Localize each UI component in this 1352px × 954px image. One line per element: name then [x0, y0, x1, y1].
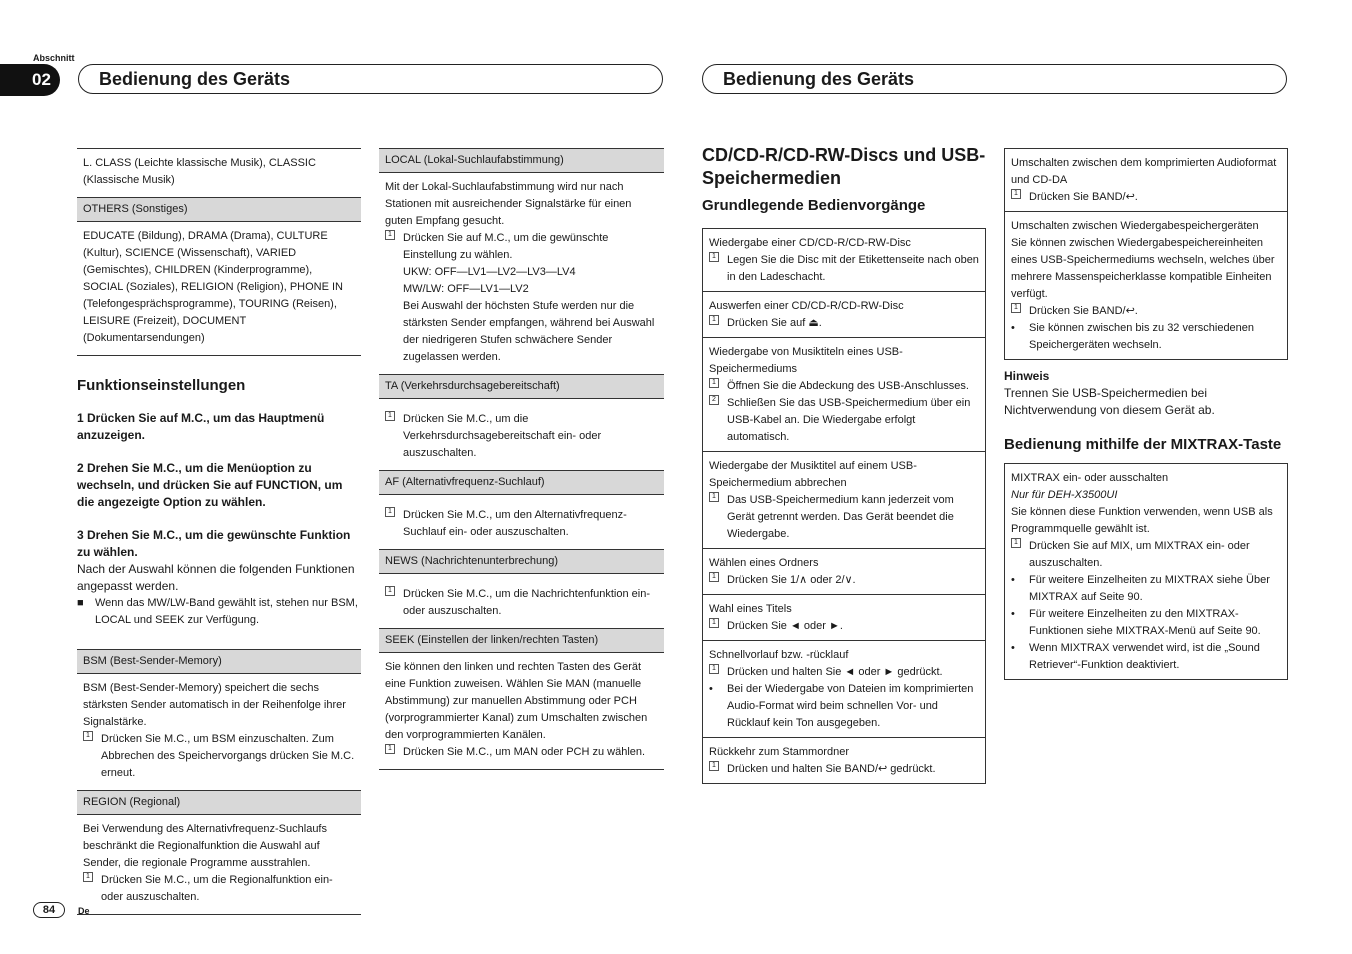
ta-step: Drücken Sie M.C., um die Verkehrsdurchsagebereitschaft ein- oder auszuschalten. [403, 413, 602, 459]
switch-1-title: Umschalten zwischen dem komprimierten Audioformat und CD-DA [1011, 157, 1277, 186]
item-8-step: Drücken und halten Sie BAND/↩ gedrückt. [727, 763, 936, 775]
item-5-title: Wählen eines Ordners [709, 557, 819, 569]
step-1: 1 Drücken Sie auf M.C., um das Hauptmenü anzuzeigen. [77, 411, 325, 442]
local-note: Bei Auswahl der höchsten Stufe werden nur die stärksten Sender empfangen, während bei Auswahl der niedrigeren Stufen schwächere Sender zugelassen werden. [403, 300, 655, 363]
step-3: 3 Drehen Sie M.C., um die gewünschte Funktion zu wählen. [77, 528, 351, 559]
column-2 [379, 148, 664, 770]
step-number-icon: 1 [709, 315, 719, 325]
page-title-right: Bedienung des Geräts [702, 64, 1287, 94]
step-number-icon: 1 [1011, 189, 1021, 199]
item-1-title: Wiedergabe einer CD/CD-R/CD-RW-Disc [709, 237, 911, 249]
item-7-step: Drücken und halten Sie ◄ oder ► gedrückt. [727, 666, 943, 678]
local-text: Mit der Lokal-Suchlaufabstimmung wird nur nach Stationen mit ausreichender Signalstärke für einen guten Empfang gesucht. [385, 181, 632, 227]
bullet-icon: • [1011, 642, 1015, 654]
step-number-icon: 1 [709, 664, 719, 674]
step-number-icon: 1 [385, 744, 395, 754]
others-text: EDUCATE (Bildung), DRAMA (Drama), CULTURE (Kultur), SCIENCE (Wissenschaft), VARIED (Gemischtes), CHILDREN (Kinderprogramme), SOCIAL (Soziales), RELIGION (Religion), PHONE IN (Telefongesprächsprogramme), TOURING (Reisen), LEISURE (Freizeit), DOCUMENT (Dokumentarsendungen) [77, 222, 361, 356]
news-bar: NEWS (Nachrichtenunterbrechung) [379, 549, 664, 574]
mixtrax-heading: Bedienung mithilfe der MIXTRAX-Taste [1004, 436, 1282, 453]
column-4 [1004, 148, 1288, 680]
step-number-icon: 1 [385, 411, 395, 421]
step-number-icon: 1 [385, 507, 395, 517]
column-3 [702, 144, 986, 784]
step-number-icon: 1 [709, 378, 719, 388]
step-number-icon: 1 [1011, 303, 1021, 313]
ta-bar: TA (Verkehrsdurchsagebereitschaft) [379, 374, 664, 399]
item-3-step-2: Schließen Sie das USB-Speichermedium über ein USB-Kabel an. Die Wiedergabe erfolgt automatisch. [727, 397, 971, 443]
hinweis-text: Trennen Sie USB-Speichermedien bei Nichtverwendung von diesem Gerät ab. [1004, 386, 1215, 417]
bsm-bar: BSM (Best-Sender-Memory) [77, 649, 361, 674]
mixtrax-title: MIXTRAX ein- oder ausschalten [1011, 472, 1169, 484]
step-number-icon: 1 [709, 572, 719, 582]
switch-box [1004, 148, 1288, 360]
switch-2-text: Sie können zwischen Wiedergabespeichereinheiten eines USB-Speichermediums wechseln, welches über mehrere Massenspeicherklasse kompatible Einheiten verfügt. [1011, 237, 1275, 300]
classic-entry: L. CLASS (Leichte klassische Musik), CLASSIC (Klassische Musik) [77, 148, 361, 197]
item-4-title: Wiedergabe der Musiktitel auf einem USB-Speichermedium abbrechen [709, 460, 917, 489]
ukw-levels: UKW: OFF—LV1—LV2—LV3—LV4 [403, 266, 576, 278]
item-3-step-1: Öffnen Sie die Abdeckung des USB-Anschlusses. [727, 380, 969, 392]
language-code: De [78, 906, 90, 916]
item-7-bullet: Bei der Wiedergabe von Dateien im komprimierten Audio-Format wird beim schnellen Vor- und Rücklauf kein Ton ausgegeben. [727, 683, 974, 729]
step-number-icon: 1 [83, 731, 93, 741]
bullet-icon: • [1011, 574, 1015, 586]
step-2: 2 Drehen Sie M.C., um die Menüoption zu wechseln, und drücken Sie auf FUNCTION, um die angezeigte Option zu wählen. [77, 461, 343, 509]
mixtrax-bullet-3: Wenn MIXTRAX verwendet wird, ist die „Sound Retriever“-Funktion deaktiviert. [1029, 642, 1260, 671]
item-2-step: Drücken Sie auf ⏏. [727, 317, 822, 329]
item-7-title: Schnellvorlauf bzw. -rücklauf [709, 649, 849, 661]
mixtrax-bullet-2: Für weitere Einzelheiten zu den MIXTRAX-Funktionen siehe MIXTRAX-Menü auf Seite 90. [1029, 608, 1261, 637]
bsm-text: BSM (Best-Sender-Memory) speichert die sechs stärksten Sender automatisch in der Reihenfolge ihrer Signalstärke. [83, 682, 346, 728]
mixtrax-step: Drücken Sie auf MIX, um MIXTRAX ein- oder auszuschalten. [1029, 540, 1250, 569]
others-bar: OTHERS (Sonstiges) [77, 197, 361, 222]
square-bullet-icon: ■ [77, 597, 84, 609]
step-3-text: Nach der Auswahl können die folgenden Funktionen angepasst werden. [77, 562, 355, 593]
bsm-step: Drücken Sie M.C., um BSM einzuschalten. Zum Abbrechen des Speichervorgangs drücken Sie M.C. erneut. [101, 733, 355, 779]
step-number-icon: 1 [83, 872, 93, 882]
step-number-icon: 1 [709, 252, 719, 262]
item-2-title: Auswerfen einer CD/CD-R/CD-RW-Disc [709, 300, 904, 312]
local-bar: LOCAL (Lokal-Suchlaufabstimmung) [379, 148, 664, 173]
region-step: Drücken Sie M.C., um die Regionalfunktion ein- oder auszuschalten. [101, 874, 333, 903]
mixtrax-model-note: Nur für DEH-X3500UI [1011, 489, 1118, 501]
bullet-icon: • [1011, 322, 1015, 334]
item-8-title: Rückkehr zum Stammordner [709, 746, 849, 758]
step-number-icon: 1 [385, 230, 395, 240]
bullet-icon: • [1011, 608, 1015, 620]
section-label: Abschnitt [33, 53, 75, 63]
item-4-step: Das USB-Speichermedium kann jederzeit vom Gerät getrennt werden. Das Gerät beendet die Wiedergabe. [727, 494, 954, 540]
item-3-title: Wiedergabe von Musiktiteln eines USB-Speichermediums [709, 346, 903, 375]
page-title-left: Bedienung des Geräts [78, 64, 663, 94]
step-number-icon: 1 [709, 761, 719, 771]
column-1 [77, 148, 361, 915]
step-number-icon: 1 [385, 586, 395, 596]
step-number-icon: 1 [709, 618, 719, 628]
item-1-step: Legen Sie die Disc mit der Etikettenseite nach oben in den Ladeschacht. [727, 254, 979, 283]
step-number-icon: 1 [709, 492, 719, 502]
basic-ops-box [702, 228, 986, 784]
switch-1-step: Drücken Sie BAND/↩. [1029, 191, 1138, 203]
switch-2-title: Umschalten zwischen Wiedergabespeichergeräten [1011, 220, 1259, 232]
funktion-heading: Funktionseinstellungen [77, 377, 246, 394]
mwlw-levels: MW/LW: OFF—LV1—LV2 [403, 283, 529, 295]
af-step: Drücken Sie M.C., um den Alternativfrequenz-Suchlauf ein- oder auszuschalten. [403, 509, 627, 538]
cd-heading: CD/CD-R/CD-RW-Discs und USB-Speichermedien [702, 145, 986, 188]
step-3-bullet: Wenn das MW/LW-Band gewählt ist, stehen nur BSM, LOCAL und SEEK zur Verfügung. [95, 597, 358, 626]
news-step: Drücken Sie M.C., um die Nachrichtenfunktion ein- oder auszuschalten. [403, 588, 650, 617]
hinweis-heading: Hinweis [1004, 369, 1050, 383]
page-number: 84 [33, 902, 65, 918]
step-number-icon: 2 [709, 395, 719, 405]
region-bar: REGION (Regional) [77, 790, 361, 815]
step-number-icon: 1 [1011, 538, 1021, 548]
mixtrax-bullet-1: Für weitere Einzelheiten zu MIXTRAX siehe Über MIXTRAX auf Seite 90. [1029, 574, 1270, 603]
seek-step: Drücken Sie M.C., um MAN oder PCH zu wählen. [403, 746, 646, 758]
item-5-step: Drücken Sie 1/∧ oder 2/∨. [727, 574, 856, 586]
item-6-step: Drücken Sie ◄ oder ►. [727, 620, 843, 632]
mixtrax-box [1004, 463, 1288, 680]
chapter-number: 02 [0, 64, 60, 96]
seek-bar: SEEK (Einstellen der linken/rechten Tasten) [379, 628, 664, 653]
item-6-title: Wahl eines Titels [709, 603, 792, 615]
mixtrax-text: Sie können diese Funktion verwenden, wenn USB als Programmquelle gewählt ist. [1011, 506, 1273, 535]
switch-2-bullet: Sie können zwischen bis zu 32 verschiedenen Speichergeräten wechseln. [1029, 322, 1255, 351]
switch-2-step: Drücken Sie BAND/↩. [1029, 305, 1138, 317]
af-bar: AF (Alternativfrequenz-Suchlauf) [379, 470, 664, 495]
local-step: Drücken Sie auf M.C., um die gewünschte Einstellung zu wählen. [403, 232, 609, 261]
bullet-icon: • [709, 683, 713, 695]
seek-text: Sie können den linken und rechten Tasten des Gerät eine Funktion zuweisen. Wählen Sie MAN (manuelle Abstimmung) zur manuellen Abstimmung oder PCH (vorprogrammierter Kanal) zum Umschalten zwischen den vorprogrammierten Kanälen. [385, 661, 648, 741]
region-text: Bei Verwendung des Alternativfrequenz-Suchlaufs beschränkt die Regionalfunktion die Auswahl auf Sender, die regionale Programme ausstrahlen. [83, 823, 327, 869]
basic-ops-heading: Grundlegende Bedienvorgänge [702, 197, 926, 214]
